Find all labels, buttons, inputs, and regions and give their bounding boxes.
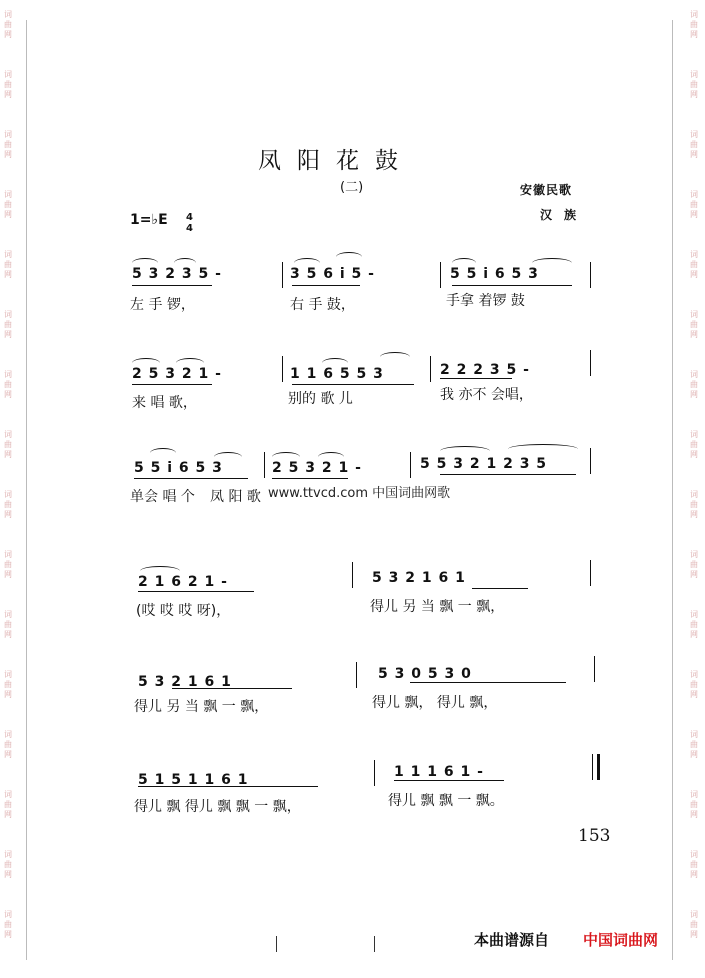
side-watermark-mark: 词 曲 网 — [690, 850, 698, 879]
system-4-measure-2-lyrics: 得儿 另 当 飘 一 飘， — [370, 599, 505, 615]
left-watermark-strip — [0, 0, 16, 978]
barline — [440, 262, 441, 288]
barline — [264, 452, 265, 478]
slur — [176, 358, 204, 368]
side-watermark-mark: 词 曲 网 — [4, 730, 12, 759]
slur — [174, 258, 196, 268]
barline — [374, 760, 375, 786]
system-6-measure-2-lyrics: 得儿 飘 飘 一 飘。 — [388, 793, 504, 809]
slur — [150, 448, 176, 458]
side-watermark-mark: 词 曲 网 — [690, 70, 698, 99]
key-signature: 1=♭E — [130, 212, 168, 228]
slur — [272, 452, 300, 462]
footer-source-label: 本曲谱源自 — [474, 931, 550, 949]
right-margin-line — [672, 20, 673, 960]
system-6-measure-1-lyrics: 得儿 飘 得儿 飘 飘 一 飘， — [134, 799, 301, 815]
system-1-measure-3-notes: 5 5 i 6 5 3 — [450, 266, 539, 282]
slur — [140, 566, 180, 576]
song-title: 凤阳花鼓 — [258, 148, 414, 174]
side-watermark-mark: 词 曲 网 — [4, 430, 12, 459]
underline-beam — [292, 285, 360, 286]
barline — [592, 754, 593, 780]
slur — [322, 358, 348, 368]
side-watermark-mark: 词 曲 网 — [4, 10, 12, 39]
side-watermark-mark: 词 曲 网 — [4, 850, 12, 879]
slur — [532, 258, 572, 268]
system-5-measure-2-notes: 5 3 0 5 3 0 — [378, 666, 472, 682]
footer-tick — [374, 936, 375, 952]
side-watermark-mark: 词 曲 网 — [4, 370, 12, 399]
side-watermark-mark: 词 曲 网 — [4, 490, 12, 519]
barline — [430, 356, 431, 382]
side-watermark-mark: 词 曲 网 — [690, 190, 698, 219]
side-watermark-mark: 词 曲 网 — [4, 310, 12, 339]
side-watermark-mark: 词 曲 网 — [4, 550, 12, 579]
slur — [508, 444, 578, 454]
side-watermark-mark: 词 曲 网 — [4, 790, 12, 819]
system-2-measure-2-notes: 1 1 6 5 5 3 — [290, 366, 384, 382]
side-watermark-mark: 词 曲 网 — [4, 670, 12, 699]
underline-beam — [132, 384, 212, 385]
system-2-measure-1-lyrics: 来 唱 歌， — [132, 395, 197, 411]
barline — [352, 562, 353, 588]
underline-beam — [292, 384, 414, 385]
barline — [282, 262, 283, 288]
system-5-measure-2-lyrics: 得儿 飘， 得儿 飘， — [372, 695, 498, 711]
underline-beam — [272, 478, 348, 479]
time-signature — [186, 212, 193, 234]
system-2-measure-1-notes: 2 5 3 2 1 - — [132, 366, 222, 382]
underline-beam — [394, 780, 504, 781]
side-watermark-mark: 词 曲 网 — [690, 310, 698, 339]
footer-tick — [276, 936, 277, 952]
side-watermark-mark: 词 曲 网 — [4, 910, 12, 939]
footer-site-link[interactable]: 中国词曲网 — [583, 931, 659, 949]
site-watermark: www.ttvcd.com 中国词曲网歌 — [268, 486, 451, 501]
underline-beam — [472, 588, 528, 589]
underline-beam — [138, 786, 318, 787]
side-watermark-mark: 词 曲 网 — [690, 610, 698, 639]
slur — [132, 358, 160, 368]
barline — [590, 262, 591, 288]
song-origin: 安徽民歌 — [520, 183, 573, 197]
underline-beam — [452, 285, 572, 286]
barline — [594, 656, 595, 682]
barline — [282, 356, 283, 382]
meter-top: 4 — [186, 212, 193, 223]
underline-beam — [172, 688, 292, 689]
barline — [410, 452, 411, 478]
side-watermark-mark: 词 曲 网 — [690, 730, 698, 759]
side-watermark-mark: 词 曲 网 — [690, 910, 698, 939]
system-4-measure-1-lyrics: (哎 哎 哎 呀)， — [136, 603, 231, 619]
side-watermark-mark: 词 曲 网 — [690, 790, 698, 819]
slur — [214, 452, 242, 462]
system-1-measure-2-lyrics: 右 手 鼓， — [290, 297, 355, 313]
side-watermark-mark: 词 曲 网 — [4, 190, 12, 219]
side-watermark-mark: 词 曲 网 — [690, 550, 698, 579]
side-watermark-mark: 词 曲 网 — [4, 130, 12, 159]
system-1-measure-3-lyrics: 手拿 着锣 鼓 — [446, 293, 525, 309]
meter-bottom: 4 — [186, 223, 193, 234]
system-2-measure-3-notes: 2 2 2 3 5 - — [440, 362, 530, 378]
barline — [590, 560, 591, 586]
underline-beam — [134, 478, 248, 479]
system-1-measure-1-lyrics: 左 手 锣， — [130, 297, 195, 313]
side-watermark-mark: 词 曲 网 — [690, 250, 698, 279]
side-watermark-mark: 词 曲 网 — [690, 10, 698, 39]
slur — [452, 258, 476, 268]
system-1-measure-1-notes: 5 3 2 3 5 - — [132, 266, 222, 282]
system-1-measure-2-notes: 3 5 6 i 5 - — [290, 266, 375, 282]
system-4-measure-1-notes: 2 1 6 2 1 - — [138, 574, 228, 590]
page-number: 153 — [578, 826, 611, 846]
underline-beam — [440, 474, 576, 475]
system-2-measure-3-lyrics: 我 亦不 会唱， — [440, 387, 533, 403]
barline — [590, 350, 591, 376]
slur — [318, 452, 344, 462]
song-subtitle: (二) — [340, 180, 364, 195]
side-watermark-mark: 词 曲 网 — [4, 70, 12, 99]
system-3-measure-3-notes: 5 5 3 2 1 2 3 5 — [420, 456, 548, 472]
system-5-measure-1-lyrics: 得儿 另 当 飘 一 飘， — [134, 699, 269, 715]
side-watermark-mark: 词 曲 网 — [690, 670, 698, 699]
system-3-measure-2-notes: 2 5 3 2 1 - — [272, 460, 362, 476]
underline-beam — [410, 682, 566, 683]
final-barline — [597, 754, 600, 780]
underline-beam — [138, 591, 254, 592]
side-watermark-mark: 词 曲 网 — [690, 370, 698, 399]
system-6-measure-2-notes: 1 1 1 6 1 - — [394, 764, 484, 780]
slur — [132, 258, 158, 268]
system-3-measure-1-lyrics: 单会 唱 个 — [130, 489, 195, 505]
slur — [380, 352, 410, 362]
system-6-measure-1-notes: 5 1 5 1 1 6 1 — [138, 772, 249, 788]
barline — [356, 662, 357, 688]
underline-beam — [132, 285, 212, 286]
side-watermark-mark: 词 曲 网 — [4, 610, 12, 639]
system-3-measure-1-notes: 5 5 i 6 5 3 — [134, 460, 223, 476]
slur — [440, 446, 490, 456]
system-2-measure-2-lyrics: 别的 歌 儿 — [288, 391, 353, 407]
side-watermark-mark: 词 曲 网 — [690, 490, 698, 519]
side-watermark-mark: 词 曲 网 — [690, 430, 698, 459]
side-watermark-mark: 词 曲 网 — [690, 130, 698, 159]
system-5-measure-1-notes: 5 3 2 1 6 1 — [138, 674, 232, 690]
song-ethnic: 汉族 — [540, 208, 589, 222]
system-3-measure-2-lyrics: 凤 阳 歌 — [210, 489, 261, 505]
right-watermark-strip — [686, 0, 702, 978]
system-4-measure-2-notes: 5 3 2 1 6 1 — [372, 570, 466, 586]
slur — [294, 258, 320, 268]
barline — [590, 448, 591, 474]
left-margin-line — [26, 20, 27, 960]
slur — [336, 252, 362, 262]
side-watermark-mark: 词 曲 网 — [4, 250, 12, 279]
underline-beam — [440, 378, 512, 379]
